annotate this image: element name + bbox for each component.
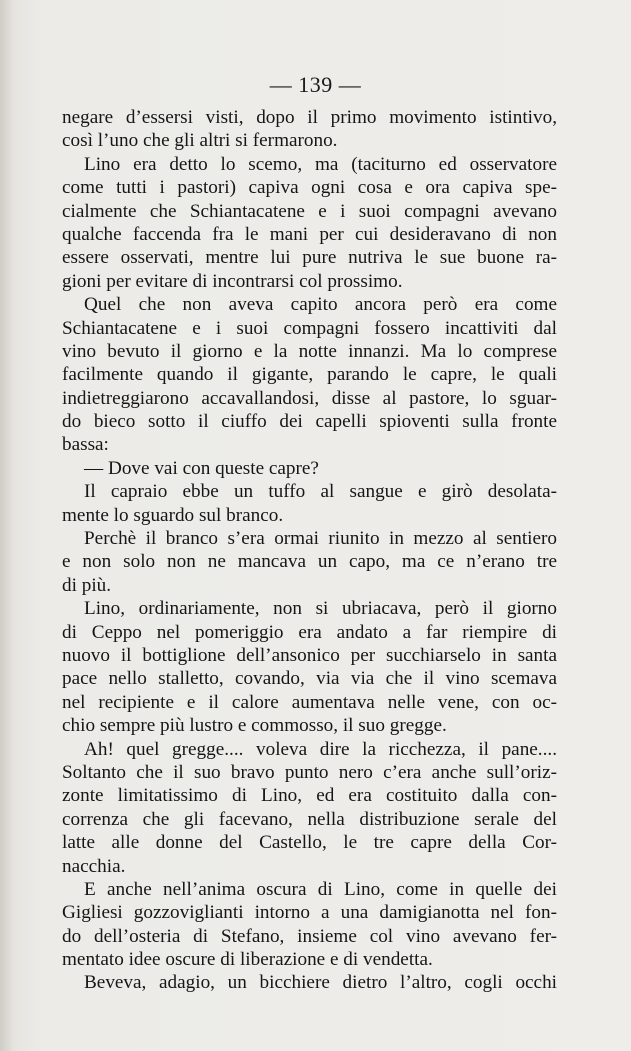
text-line: Lino, ordinariamente, non si ubriacava, però il giorno — [84, 598, 557, 620]
text-line: chio sempre più lustro e commosso, il suo gregge. — [62, 715, 447, 737]
text-line: di Ceppo nel pomeriggio era andato a far riempire di — [62, 621, 557, 643]
text-line: Lino era detto lo scemo, ma (taciturno ed osservatore — [84, 153, 557, 175]
text-line: correnza che gli facevano, nella distribuzione serale del — [62, 808, 557, 830]
text-line: pace nello stalletto, covando, via via che il vino scemava — [62, 668, 557, 690]
text-line: e non solo non ne mancava un capo, ma ce n’erano tre — [62, 551, 557, 573]
text-line: mente lo sguardo sul branco. — [62, 504, 284, 526]
text-line: gioni per evitare di incontrarsi col prossimo. — [62, 270, 403, 292]
text-line: cialmente che Schiantacatene e i suoi compagni avevano — [62, 200, 557, 222]
text-line: Soltanto che il suo bravo punto nero c’era anche sull’oriz- — [62, 761, 557, 783]
text-line: latte alle donne del Castello, le tre capre della Cor- — [62, 832, 557, 854]
text-line: nel recipiente e il calore aumentava nelle vene, con oc- — [62, 691, 557, 713]
text-line: Quel che non aveva capito ancora però era come — [84, 294, 557, 316]
text-line: Ah! quel gregge.... voleva dire la ricchezza, il pane.... — [84, 738, 557, 760]
page-number: — 139 — — [269, 72, 362, 97]
text-line: do dell’osteria di Stefano, insieme col vino avevano fer- — [62, 925, 557, 947]
text-line: zonte limitatissimo di Lino, ed era costituito dalla con- — [62, 785, 557, 807]
body-text — [62, 106, 557, 995]
text-line: Beveva, adagio, un bicchiere dietro l’altro, cogli occhi — [84, 972, 557, 994]
text-line: bassa: — [62, 434, 109, 456]
text-line: così l’uno che gli altri si fermarono. — [62, 130, 338, 152]
text-line: Il capraio ebbe un tuffo al sangue e girò desolata- — [84, 481, 557, 503]
text-line: nuovo il bottiglione dell’ansonico per succhiarselo in santa — [62, 644, 557, 666]
text-line: mentato idee oscure di liberazione e di vendetta. — [62, 949, 433, 971]
text-line: indietreggiarono accavallandosi, disse al pastore, lo sguar- — [62, 387, 557, 409]
text-line: negare d’essersi visti, dopo il primo movimento istintivo, — [62, 107, 557, 128]
text-line: Schiantacatene e i suoi compagni fossero incattiviti dal — [62, 317, 557, 339]
text-line: vino bevuto il giorno e la notte innanzi. Ma lo comprese — [62, 340, 557, 362]
text-line: qualche faccenda fra le mani per cui desideravano di non — [62, 223, 557, 245]
text-line: di più. — [62, 574, 112, 596]
text-line: come tutti i pastori) capiva ogni cosa e ora capiva spe- — [62, 177, 557, 199]
text-line: — Dove vai con queste capre? — [84, 457, 319, 479]
text-line: nacchia. — [62, 855, 126, 877]
text-line: Gigliesi gozzovigliantі intorno a una damigianotta nel fon- — [62, 902, 557, 924]
text-line: facilmente quando il gigante, parando le capre, le quali — [62, 364, 557, 386]
text-line: E anche nell’anima oscura di Lino, come in quelle dei — [84, 878, 557, 900]
text-line: essere osservati, mentre lui pure nutriva le sue buone ra- — [62, 247, 557, 269]
text-line: do bieco sotto il ciuffo dei capelli spioventi sulla fronte — [62, 411, 557, 433]
text-line: Perchè il branco s’era ormai riunito in mezzo al sentiero — [84, 528, 557, 550]
